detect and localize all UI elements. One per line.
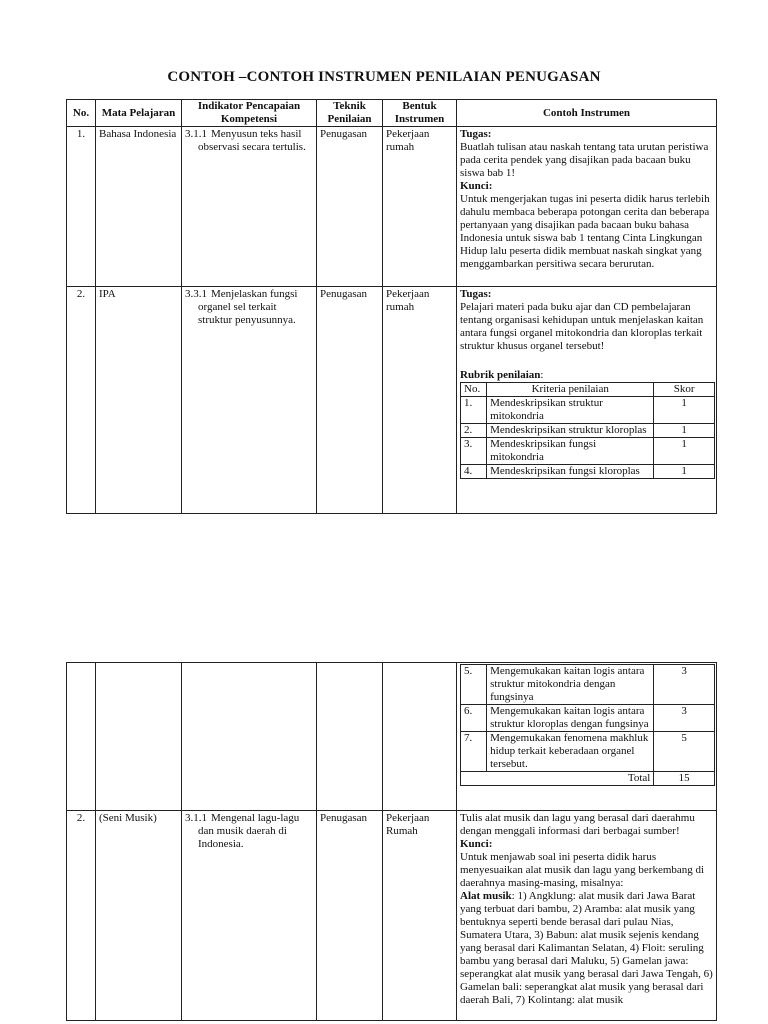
tugas-label: Tugas: <box>460 288 492 300</box>
table-row <box>67 663 717 811</box>
rubrik-row <box>461 424 715 438</box>
rubrik-colon: : <box>540 369 544 381</box>
rubrik-skor: 1 <box>654 465 715 479</box>
indikator-number: 3.1.1 <box>185 128 207 140</box>
row-number: 2. <box>67 811 96 1021</box>
mata-pelajaran-cell: Bahasa Indonesia <box>96 127 182 287</box>
header-indikator: Indikator Pencapaian Kompetensi <box>182 100 317 127</box>
rubrik-no: 7. <box>461 732 487 772</box>
rubrik-row <box>461 665 715 705</box>
mata-pelajaran-cell: IPA <box>96 287 182 514</box>
rubrik-kriteria: Mendeskripsikan fungsi mitokondria <box>487 438 654 465</box>
rubrik-kriteria: Mendeskripsikan struktur mitokondria <box>487 397 654 424</box>
rubrik-no: 2. <box>461 424 487 438</box>
empty-cell <box>317 663 383 811</box>
contoh-instrumen-cell <box>457 287 717 514</box>
rubrik-table <box>460 382 715 479</box>
rubrik-skor: 1 <box>654 438 715 465</box>
rubrik-no: 3. <box>461 438 487 465</box>
indikator-number: 3.3.1 <box>185 288 207 300</box>
tugas-text: Tulis alat musik dan lagu yang berasal dari daerahmu dengan menggali informasi dari berbagai sumber! <box>460 812 695 837</box>
indikator-number: 3.1.1 <box>185 812 207 824</box>
rubrik-total-value: 15 <box>654 772 715 786</box>
rubrik-no: 6. <box>461 705 487 732</box>
table-header-row <box>67 100 717 127</box>
indikator-text: Menyusun teks hasil observasi secara tertulis. <box>198 128 306 153</box>
rubrik-no: 4. <box>461 465 487 479</box>
indikator-text: Menjelaskan fungsi organel sel terkait struktur penyusunnya. <box>198 288 298 326</box>
tugas-label: Tugas: <box>460 128 492 140</box>
rubrik-table-continued <box>460 664 715 786</box>
rubrik-kriteria: Mendeskripsikan fungsi kloroplas <box>487 465 654 479</box>
rubrik-skor: 1 <box>654 397 715 424</box>
rubrik-row <box>461 465 715 479</box>
page-title: CONTOH –CONTOH INSTRUMEN PENILAIAN PENUGASAN <box>167 69 601 85</box>
table-row <box>67 811 717 1021</box>
rubrik-kriteria: Mengemukakan fenomena makhluk hidup terkait keberadaan organel tersebut. <box>487 732 654 772</box>
rubrik-row <box>461 705 715 732</box>
alat-musik-text: : 1) Angklung: alat musik dari Jawa Barat yang terbuat dari bambu, 2) Aramba: alat musik yang bentuknya seperti bende berasal dari pulau Nias, Sumatera Utara, 3) Babun: alat musik sejenis kendang yang berasal dari Kalimantan Selatan, 4) Floit: seruling bambu yang berasal dari Maluku, 5) Gamelan jawa: seperangkat alat musik yang berasal dari Jawa Tengah, 6) Gamelan bali: seperangkat alat musik yang berasal dari daerah Bali, 7) Kolintang: alat musik <box>460 890 713 1006</box>
rubrik-skor: 3 <box>654 705 715 732</box>
kunci-label: Kunci: <box>460 180 493 192</box>
rubrik-kriteria: Mengemukakan kaitan logis antara struktur kloroplas dengan fungsinya <box>487 705 654 732</box>
empty-cell <box>96 663 182 811</box>
rubrik-row <box>461 397 715 424</box>
indikator-cell <box>182 127 317 287</box>
teknik-cell: Penugasan <box>317 811 383 1021</box>
teknik-cell: Penugasan <box>317 127 383 287</box>
header-mata-pelajaran: Mata Pelajaran <box>96 100 182 127</box>
rubrik-total-label: Total <box>461 772 654 786</box>
bentuk-cell: Pekerjaan rumah <box>383 127 457 287</box>
mata-pelajaran-cell: (Seni Musik) <box>96 811 182 1021</box>
rubrik-skor: 3 <box>654 665 715 705</box>
rubrik-header-row <box>461 383 715 397</box>
empty-cell <box>182 663 317 811</box>
empty-cell <box>383 663 457 811</box>
tugas-text: Buatlah tulisan atau naskah tentang tata urutan peristiwa pada cerita pendek yang disajikan pada bacaan buku siswa bab 1! <box>460 141 709 179</box>
table-row <box>67 127 717 287</box>
row-number: 1. <box>67 127 96 287</box>
indikator-cell <box>182 811 317 1021</box>
rubrik-no: 5. <box>461 665 487 705</box>
indikator-cell <box>182 287 317 514</box>
indikator-text: Mengenal lagu-lagu dan musik daerah di Indonesia. <box>198 812 300 850</box>
kunci-text: Untuk mengerjakan tugas ini peserta didik harus terlebih dahulu membaca beberapa potongan cerita dan beberapa pertanyaan yang disajikan pada bacaan buku bahasa Indonesia untuk siswa bab 1 tentang Cinta Lingkungan Hidup lalu peserta didik membuat naskah singkat yang menggambarkan persitiwa secara berurutan. <box>460 193 710 270</box>
alat-musik-label: Alat musik <box>460 890 512 902</box>
rubrik-row <box>461 438 715 465</box>
contoh-instrumen-cell <box>457 811 717 1021</box>
rubrik-no: 1. <box>461 397 487 424</box>
rubrik-skor: 1 <box>654 424 715 438</box>
rubrik-title <box>460 369 713 382</box>
assessment-table <box>66 99 717 514</box>
rubrik-header-kriteria: Kriteria penilaian <box>487 383 654 397</box>
rubrik-header-skor: Skor <box>654 383 715 397</box>
rubrik-total-row <box>461 772 715 786</box>
rubrik-row <box>461 732 715 772</box>
header-no: No. <box>67 100 96 127</box>
kunci-label: Kunci: <box>460 838 493 850</box>
rubrik-kriteria: Mendeskripsikan struktur kloroplas <box>487 424 654 438</box>
teknik-cell: Penugasan <box>317 287 383 514</box>
rubrik-kriteria: Mengemukakan kaitan logis antara struktur mitokondria dengan fungsinya <box>487 665 654 705</box>
bentuk-cell: Pekerjaan rumah <box>383 287 457 514</box>
contoh-instrumen-cell <box>457 663 717 811</box>
rubrik-label: Rubrik penilaian <box>460 369 541 381</box>
row-number: 2. <box>67 287 96 514</box>
bentuk-cell: Pekerjaan Rumah <box>383 811 457 1021</box>
rubrik-skor: 5 <box>654 732 715 772</box>
alat-musik-paragraph <box>460 890 713 1007</box>
table-row <box>67 287 717 514</box>
header-teknik: Teknik Penilaian <box>317 100 383 127</box>
assessment-table-continued <box>66 662 717 1021</box>
contoh-instrumen-cell <box>457 127 717 287</box>
header-contoh: Contoh Instrumen <box>457 100 717 127</box>
header-bentuk: Bentuk Instrumen <box>383 100 457 127</box>
tugas-text: Pelajari materi pada buku ajar dan CD pembelajaran tentang organisasi kehidupan untuk menjelaskan kaitan antara fungsi organel mitokondria dan kloroplas terkait struktur khusus organel tersebut! <box>460 301 704 352</box>
kunci-text: Untuk menjawab soal ini peserta didik harus menyesuaikan alat musik dan lagu yang berkembang di daerahnya masing-masing, misalnya: <box>460 851 705 889</box>
empty-cell <box>67 663 96 811</box>
rubrik-header-no: No. <box>461 383 487 397</box>
